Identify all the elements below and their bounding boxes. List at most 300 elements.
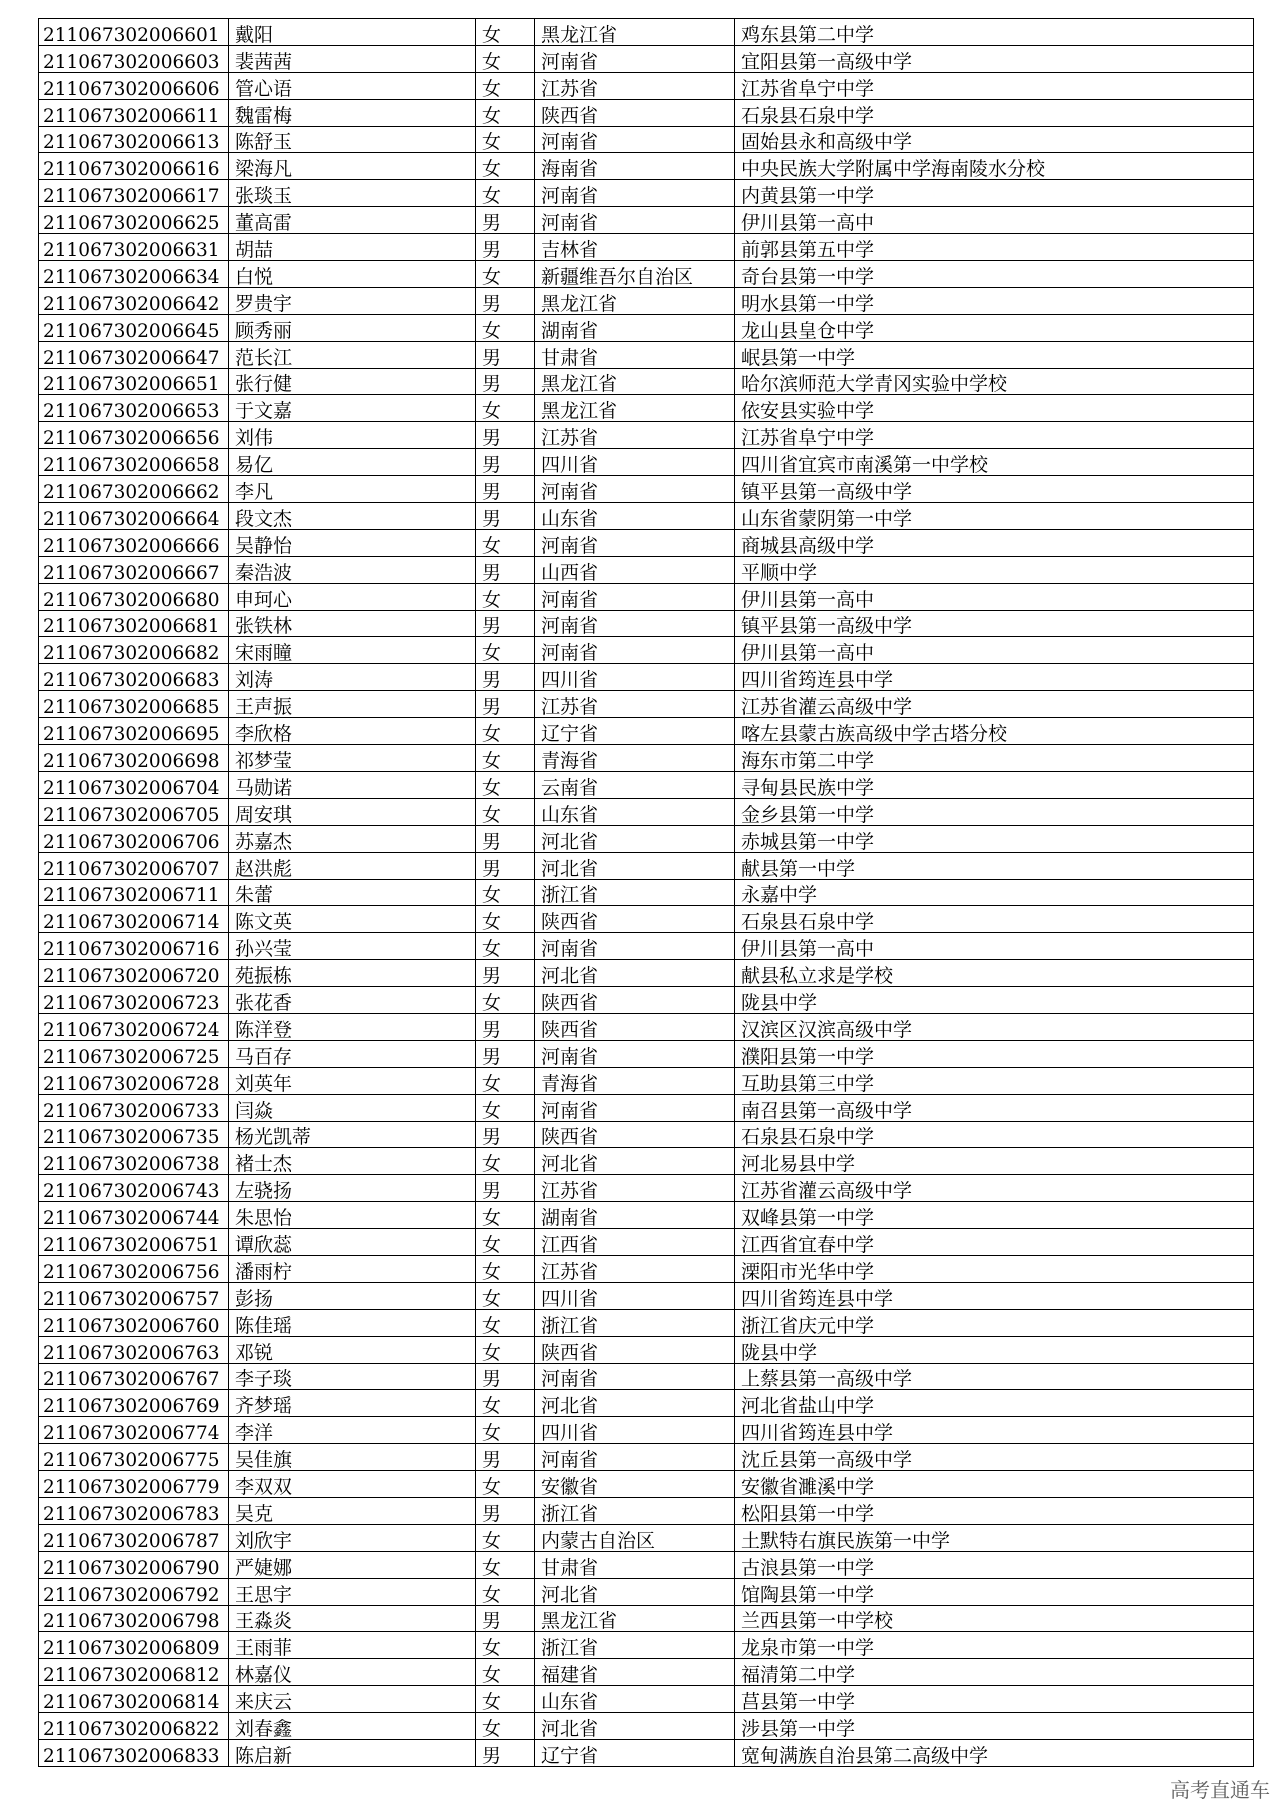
school-cell: 涉县第一中学 bbox=[735, 1713, 1254, 1740]
gender-cell: 男 bbox=[476, 1497, 535, 1524]
student-id-cell: 211067302006775 bbox=[39, 1444, 229, 1471]
school-cell: 四川省宜宾市南溪第一中学校 bbox=[735, 449, 1254, 476]
student-id-cell: 211067302006783 bbox=[39, 1497, 229, 1524]
name-cell: 范长江 bbox=[229, 341, 476, 368]
table-row bbox=[39, 1202, 1254, 1229]
table-row bbox=[39, 1336, 1254, 1363]
student-id-cell: 211067302006601 bbox=[39, 19, 229, 46]
school-cell: 汉滨区汉滨高级中学 bbox=[735, 1013, 1254, 1040]
student-id-cell: 211067302006779 bbox=[39, 1471, 229, 1498]
name-cell: 朱蕾 bbox=[229, 879, 476, 906]
name-cell: 邓锐 bbox=[229, 1336, 476, 1363]
table-row bbox=[39, 583, 1254, 610]
province-cell: 陕西省 bbox=[535, 906, 735, 933]
province-cell: 河南省 bbox=[535, 583, 735, 610]
school-cell: 馆陶县第一中学 bbox=[735, 1578, 1254, 1605]
student-id-cell: 211067302006680 bbox=[39, 583, 229, 610]
school-cell: 江苏省灌云高级中学 bbox=[735, 691, 1254, 718]
province-cell: 江西省 bbox=[535, 1229, 735, 1256]
name-cell: 王声振 bbox=[229, 691, 476, 718]
province-cell: 黑龙江省 bbox=[535, 19, 735, 46]
gender-cell: 女 bbox=[476, 99, 535, 126]
student-id-cell: 211067302006645 bbox=[39, 314, 229, 341]
table-row bbox=[39, 610, 1254, 637]
province-cell: 辽宁省 bbox=[535, 718, 735, 745]
watermark-text: 高考直通车 bbox=[1170, 1778, 1270, 1802]
school-cell: 土默特右旗民族第一中学 bbox=[735, 1524, 1254, 1551]
student-id-cell: 211067302006738 bbox=[39, 1148, 229, 1175]
province-cell: 陕西省 bbox=[535, 1013, 735, 1040]
gender-cell: 女 bbox=[476, 529, 535, 556]
gender-cell: 男 bbox=[476, 207, 535, 234]
gender-cell: 女 bbox=[476, 987, 535, 1014]
gender-cell: 女 bbox=[476, 1471, 535, 1498]
school-cell: 陇县中学 bbox=[735, 987, 1254, 1014]
province-cell: 江苏省 bbox=[535, 1175, 735, 1202]
province-cell: 云南省 bbox=[535, 771, 735, 798]
province-cell: 河南省 bbox=[535, 126, 735, 153]
gender-cell: 女 bbox=[476, 126, 535, 153]
gender-cell: 女 bbox=[476, 1659, 535, 1686]
name-cell: 顾秀丽 bbox=[229, 314, 476, 341]
name-cell: 齐梦瑶 bbox=[229, 1390, 476, 1417]
student-id-cell: 211067302006642 bbox=[39, 287, 229, 314]
school-cell: 石泉县石泉中学 bbox=[735, 99, 1254, 126]
school-cell: 兰西县第一中学校 bbox=[735, 1605, 1254, 1632]
table-row bbox=[39, 476, 1254, 503]
name-cell: 陈佳瑶 bbox=[229, 1309, 476, 1336]
name-cell: 刘欣宇 bbox=[229, 1524, 476, 1551]
province-cell: 河北省 bbox=[535, 1148, 735, 1175]
gender-cell: 男 bbox=[476, 1013, 535, 1040]
school-cell: 溧阳市光华中学 bbox=[735, 1255, 1254, 1282]
table-row bbox=[39, 422, 1254, 449]
table-row bbox=[39, 1444, 1254, 1471]
school-cell: 河北易县中学 bbox=[735, 1148, 1254, 1175]
name-cell: 彭扬 bbox=[229, 1282, 476, 1309]
student-id-cell: 211067302006814 bbox=[39, 1686, 229, 1713]
gender-cell: 女 bbox=[476, 1282, 535, 1309]
province-cell: 浙江省 bbox=[535, 1632, 735, 1659]
province-cell: 黑龙江省 bbox=[535, 1605, 735, 1632]
student-id-cell: 211067302006787 bbox=[39, 1524, 229, 1551]
school-cell: 山东省蒙阴第一中学 bbox=[735, 503, 1254, 530]
school-cell: 松阳县第一中学 bbox=[735, 1497, 1254, 1524]
province-cell: 河南省 bbox=[535, 610, 735, 637]
school-cell: 江西省宜春中学 bbox=[735, 1229, 1254, 1256]
province-cell: 湖南省 bbox=[535, 1202, 735, 1229]
student-id-cell: 211067302006743 bbox=[39, 1175, 229, 1202]
province-cell: 河南省 bbox=[535, 1444, 735, 1471]
gender-cell: 女 bbox=[476, 1067, 535, 1094]
name-cell: 刘英年 bbox=[229, 1067, 476, 1094]
student-id-cell: 211067302006704 bbox=[39, 771, 229, 798]
province-cell: 山东省 bbox=[535, 1686, 735, 1713]
name-cell: 段文杰 bbox=[229, 503, 476, 530]
student-id-cell: 211067302006667 bbox=[39, 556, 229, 583]
school-cell: 献县私立求是学校 bbox=[735, 960, 1254, 987]
student-id-cell: 211067302006683 bbox=[39, 664, 229, 691]
province-cell: 江苏省 bbox=[535, 72, 735, 99]
province-cell: 河北省 bbox=[535, 852, 735, 879]
province-cell: 河南省 bbox=[535, 1040, 735, 1067]
school-cell: 南召县第一高级中学 bbox=[735, 1094, 1254, 1121]
table-row bbox=[39, 1255, 1254, 1282]
province-cell: 河北省 bbox=[535, 825, 735, 852]
school-cell: 江苏省灌云高级中学 bbox=[735, 1175, 1254, 1202]
school-cell: 镇平县第一高级中学 bbox=[735, 476, 1254, 503]
name-cell: 来庆云 bbox=[229, 1686, 476, 1713]
school-cell: 伊川县第一高中 bbox=[735, 637, 1254, 664]
name-cell: 刘春鑫 bbox=[229, 1713, 476, 1740]
gender-cell: 女 bbox=[476, 1202, 535, 1229]
school-cell: 前郭县第五中学 bbox=[735, 234, 1254, 261]
name-cell: 马勋诺 bbox=[229, 771, 476, 798]
province-cell: 吉林省 bbox=[535, 234, 735, 261]
table-row bbox=[39, 126, 1254, 153]
gender-cell: 男 bbox=[476, 664, 535, 691]
table-row bbox=[39, 825, 1254, 852]
school-cell: 伊川县第一高中 bbox=[735, 933, 1254, 960]
name-cell: 陈启新 bbox=[229, 1740, 476, 1767]
gender-cell: 女 bbox=[476, 637, 535, 664]
province-cell: 甘肃省 bbox=[535, 1551, 735, 1578]
name-cell: 罗贵宇 bbox=[229, 287, 476, 314]
school-cell: 赤城县第一中学 bbox=[735, 825, 1254, 852]
province-cell: 山西省 bbox=[535, 556, 735, 583]
province-cell: 新疆维吾尔自治区 bbox=[535, 261, 735, 288]
province-cell: 河南省 bbox=[535, 933, 735, 960]
gender-cell: 女 bbox=[476, 395, 535, 422]
province-cell: 青海省 bbox=[535, 1067, 735, 1094]
table-row bbox=[39, 1713, 1254, 1740]
gender-cell: 男 bbox=[476, 368, 535, 395]
province-cell: 河北省 bbox=[535, 1390, 735, 1417]
gender-cell: 男 bbox=[476, 852, 535, 879]
student-id-cell: 211067302006606 bbox=[39, 72, 229, 99]
name-cell: 苑振栋 bbox=[229, 960, 476, 987]
student-id-cell: 211067302006798 bbox=[39, 1605, 229, 1632]
province-cell: 浙江省 bbox=[535, 879, 735, 906]
gender-cell: 女 bbox=[476, 1255, 535, 1282]
name-cell: 易亿 bbox=[229, 449, 476, 476]
student-id-cell: 211067302006611 bbox=[39, 99, 229, 126]
gender-cell: 女 bbox=[476, 879, 535, 906]
gender-cell: 男 bbox=[476, 1363, 535, 1390]
student-id-cell: 211067302006757 bbox=[39, 1282, 229, 1309]
name-cell: 祁梦莹 bbox=[229, 745, 476, 772]
school-cell: 江苏省阜宁中学 bbox=[735, 72, 1254, 99]
school-cell: 互助县第三中学 bbox=[735, 1067, 1254, 1094]
table-row bbox=[39, 99, 1254, 126]
table-row bbox=[39, 1067, 1254, 1094]
province-cell: 江苏省 bbox=[535, 422, 735, 449]
province-cell: 海南省 bbox=[535, 153, 735, 180]
student-id-cell: 211067302006720 bbox=[39, 960, 229, 987]
student-id-cell: 211067302006658 bbox=[39, 449, 229, 476]
name-cell: 戴阳 bbox=[229, 19, 476, 46]
student-id-cell: 211067302006769 bbox=[39, 1390, 229, 1417]
student-id-cell: 211067302006681 bbox=[39, 610, 229, 637]
table-row bbox=[39, 1632, 1254, 1659]
table-row bbox=[39, 906, 1254, 933]
table-row bbox=[39, 664, 1254, 691]
student-id-cell: 211067302006666 bbox=[39, 529, 229, 556]
school-cell: 四川省筠连县中学 bbox=[735, 1282, 1254, 1309]
name-cell: 王雨菲 bbox=[229, 1632, 476, 1659]
gender-cell: 女 bbox=[476, 153, 535, 180]
student-id-cell: 211067302006705 bbox=[39, 798, 229, 825]
province-cell: 山东省 bbox=[535, 503, 735, 530]
name-cell: 张花香 bbox=[229, 987, 476, 1014]
student-id-cell: 211067302006625 bbox=[39, 207, 229, 234]
gender-cell: 女 bbox=[476, 45, 535, 72]
school-cell: 福清第二中学 bbox=[735, 1659, 1254, 1686]
school-cell: 喀左县蒙古族高级中学古塔分校 bbox=[735, 718, 1254, 745]
gender-cell: 女 bbox=[476, 906, 535, 933]
name-cell: 董高雷 bbox=[229, 207, 476, 234]
name-cell: 秦浩波 bbox=[229, 556, 476, 583]
table-row bbox=[39, 314, 1254, 341]
gender-cell: 男 bbox=[476, 341, 535, 368]
table-row bbox=[39, 1551, 1254, 1578]
table-row bbox=[39, 745, 1254, 772]
school-cell: 献县第一中学 bbox=[735, 852, 1254, 879]
province-cell: 内蒙古自治区 bbox=[535, 1524, 735, 1551]
name-cell: 张行健 bbox=[229, 368, 476, 395]
name-cell: 李凡 bbox=[229, 476, 476, 503]
province-cell: 河北省 bbox=[535, 1578, 735, 1605]
table-row bbox=[39, 1148, 1254, 1175]
province-cell: 山东省 bbox=[535, 798, 735, 825]
student-id-cell: 211067302006603 bbox=[39, 45, 229, 72]
table-row bbox=[39, 1390, 1254, 1417]
name-cell: 刘伟 bbox=[229, 422, 476, 449]
gender-cell: 男 bbox=[476, 691, 535, 718]
table-row bbox=[39, 1659, 1254, 1686]
name-cell: 吴佳旗 bbox=[229, 1444, 476, 1471]
school-cell: 内黄县第一中学 bbox=[735, 180, 1254, 207]
table-row bbox=[39, 1578, 1254, 1605]
student-id-cell: 211067302006774 bbox=[39, 1417, 229, 1444]
student-id-cell: 211067302006756 bbox=[39, 1255, 229, 1282]
student-id-cell: 211067302006656 bbox=[39, 422, 229, 449]
province-cell: 陕西省 bbox=[535, 987, 735, 1014]
name-cell: 陈洋登 bbox=[229, 1013, 476, 1040]
name-cell: 周安琪 bbox=[229, 798, 476, 825]
student-id-cell: 211067302006685 bbox=[39, 691, 229, 718]
student-id-cell: 211067302006723 bbox=[39, 987, 229, 1014]
name-cell: 申珂心 bbox=[229, 583, 476, 610]
student-id-cell: 211067302006662 bbox=[39, 476, 229, 503]
name-cell: 李欣格 bbox=[229, 718, 476, 745]
gender-cell: 女 bbox=[476, 1578, 535, 1605]
table-row bbox=[39, 960, 1254, 987]
gender-cell: 女 bbox=[476, 745, 535, 772]
school-cell: 江苏省阜宁中学 bbox=[735, 422, 1254, 449]
gender-cell: 男 bbox=[476, 234, 535, 261]
table-row bbox=[39, 72, 1254, 99]
student-id-cell: 211067302006711 bbox=[39, 879, 229, 906]
name-cell: 梁海凡 bbox=[229, 153, 476, 180]
school-cell: 伊川县第一高中 bbox=[735, 207, 1254, 234]
province-cell: 浙江省 bbox=[535, 1497, 735, 1524]
gender-cell: 女 bbox=[476, 1390, 535, 1417]
name-cell: 林嘉仪 bbox=[229, 1659, 476, 1686]
gender-cell: 女 bbox=[476, 180, 535, 207]
gender-cell: 女 bbox=[476, 72, 535, 99]
gender-cell: 男 bbox=[476, 1605, 535, 1632]
school-cell: 浙江省庆元中学 bbox=[735, 1309, 1254, 1336]
gender-cell: 女 bbox=[476, 1229, 535, 1256]
school-cell: 哈尔滨师范大学青冈实验中学校 bbox=[735, 368, 1254, 395]
school-cell: 金乡县第一中学 bbox=[735, 798, 1254, 825]
table-row bbox=[39, 1497, 1254, 1524]
table-row bbox=[39, 1229, 1254, 1256]
table-row bbox=[39, 798, 1254, 825]
student-id-cell: 211067302006833 bbox=[39, 1740, 229, 1767]
province-cell: 河南省 bbox=[535, 1363, 735, 1390]
province-cell: 四川省 bbox=[535, 1282, 735, 1309]
table-row bbox=[39, 234, 1254, 261]
student-id-cell: 211067302006613 bbox=[39, 126, 229, 153]
student-id-cell: 211067302006695 bbox=[39, 718, 229, 745]
gender-cell: 女 bbox=[476, 718, 535, 745]
gender-cell: 男 bbox=[476, 556, 535, 583]
name-cell: 严婕娜 bbox=[229, 1551, 476, 1578]
table-row bbox=[39, 1363, 1254, 1390]
student-id-cell: 211067302006822 bbox=[39, 1713, 229, 1740]
gender-cell: 男 bbox=[476, 503, 535, 530]
province-cell: 黑龙江省 bbox=[535, 287, 735, 314]
province-cell: 河南省 bbox=[535, 1094, 735, 1121]
school-cell: 陇县中学 bbox=[735, 1336, 1254, 1363]
student-id-cell: 211067302006812 bbox=[39, 1659, 229, 1686]
school-cell: 宜阳县第一高级中学 bbox=[735, 45, 1254, 72]
name-cell: 王淼炎 bbox=[229, 1605, 476, 1632]
school-cell: 固始县永和高级中学 bbox=[735, 126, 1254, 153]
province-cell: 河南省 bbox=[535, 637, 735, 664]
student-id-cell: 211067302006728 bbox=[39, 1067, 229, 1094]
school-cell: 石泉县石泉中学 bbox=[735, 906, 1254, 933]
student-id-cell: 211067302006724 bbox=[39, 1013, 229, 1040]
school-cell: 四川省筠连县中学 bbox=[735, 664, 1254, 691]
student-id-cell: 211067302006725 bbox=[39, 1040, 229, 1067]
school-cell: 镇平县第一高级中学 bbox=[735, 610, 1254, 637]
name-cell: 张琰玉 bbox=[229, 180, 476, 207]
name-cell: 朱思怡 bbox=[229, 1202, 476, 1229]
province-cell: 河南省 bbox=[535, 529, 735, 556]
table-row bbox=[39, 1605, 1254, 1632]
name-cell: 裴茜茜 bbox=[229, 45, 476, 72]
table-row bbox=[39, 395, 1254, 422]
school-cell: 伊川县第一高中 bbox=[735, 583, 1254, 610]
province-cell: 辽宁省 bbox=[535, 1740, 735, 1767]
table-row bbox=[39, 287, 1254, 314]
school-cell: 上蔡县第一高级中学 bbox=[735, 1363, 1254, 1390]
student-id-cell: 211067302006809 bbox=[39, 1632, 229, 1659]
name-cell: 张铁林 bbox=[229, 610, 476, 637]
student-id-cell: 211067302006792 bbox=[39, 1578, 229, 1605]
school-cell: 古浪县第一中学 bbox=[735, 1551, 1254, 1578]
name-cell: 吴静怡 bbox=[229, 529, 476, 556]
name-cell: 李洋 bbox=[229, 1417, 476, 1444]
student-id-cell: 211067302006653 bbox=[39, 395, 229, 422]
school-cell: 安徽省濉溪中学 bbox=[735, 1471, 1254, 1498]
province-cell: 河南省 bbox=[535, 180, 735, 207]
student-id-cell: 211067302006617 bbox=[39, 180, 229, 207]
student-id-cell: 211067302006763 bbox=[39, 1336, 229, 1363]
student-id-cell: 211067302006634 bbox=[39, 261, 229, 288]
name-cell: 陈舒玉 bbox=[229, 126, 476, 153]
name-cell: 潘雨柠 bbox=[229, 1255, 476, 1282]
province-cell: 河北省 bbox=[535, 1713, 735, 1740]
gender-cell: 女 bbox=[476, 1524, 535, 1551]
province-cell: 浙江省 bbox=[535, 1309, 735, 1336]
student-id-cell: 211067302006616 bbox=[39, 153, 229, 180]
table-row bbox=[39, 1040, 1254, 1067]
province-cell: 安徽省 bbox=[535, 1471, 735, 1498]
student-id-cell: 211067302006707 bbox=[39, 852, 229, 879]
province-cell: 河南省 bbox=[535, 207, 735, 234]
gender-cell: 男 bbox=[476, 449, 535, 476]
table-row bbox=[39, 45, 1254, 72]
gender-cell: 男 bbox=[476, 825, 535, 852]
table-row bbox=[39, 449, 1254, 476]
table-row bbox=[39, 261, 1254, 288]
province-cell: 河南省 bbox=[535, 476, 735, 503]
gender-cell: 女 bbox=[476, 1551, 535, 1578]
gender-cell: 男 bbox=[476, 476, 535, 503]
gender-cell: 女 bbox=[476, 1713, 535, 1740]
student-id-cell: 211067302006631 bbox=[39, 234, 229, 261]
province-cell: 湖南省 bbox=[535, 314, 735, 341]
table-row bbox=[39, 529, 1254, 556]
table-row bbox=[39, 368, 1254, 395]
school-cell: 明水县第一中学 bbox=[735, 287, 1254, 314]
student-id-cell: 211067302006733 bbox=[39, 1094, 229, 1121]
name-cell: 吴克 bbox=[229, 1497, 476, 1524]
gender-cell: 女 bbox=[476, 1632, 535, 1659]
school-cell: 龙泉市第一中学 bbox=[735, 1632, 1254, 1659]
school-cell: 寻甸县民族中学 bbox=[735, 771, 1254, 798]
gender-cell: 女 bbox=[476, 1309, 535, 1336]
school-cell: 石泉县石泉中学 bbox=[735, 1121, 1254, 1148]
table-row bbox=[39, 1309, 1254, 1336]
table-row bbox=[39, 556, 1254, 583]
province-cell: 四川省 bbox=[535, 1417, 735, 1444]
table-row bbox=[39, 1471, 1254, 1498]
admission-list-body bbox=[39, 19, 1254, 1767]
school-cell: 鸡东县第二中学 bbox=[735, 19, 1254, 46]
table-row bbox=[39, 691, 1254, 718]
student-id-cell: 211067302006682 bbox=[39, 637, 229, 664]
gender-cell: 男 bbox=[476, 1444, 535, 1471]
school-cell: 濮阳县第一中学 bbox=[735, 1040, 1254, 1067]
gender-cell: 男 bbox=[476, 1175, 535, 1202]
gender-cell: 女 bbox=[476, 1417, 535, 1444]
name-cell: 胡喆 bbox=[229, 234, 476, 261]
name-cell: 赵洪彪 bbox=[229, 852, 476, 879]
table-row bbox=[39, 1686, 1254, 1713]
province-cell: 青海省 bbox=[535, 745, 735, 772]
student-id-cell: 211067302006664 bbox=[39, 503, 229, 530]
school-cell: 平顺中学 bbox=[735, 556, 1254, 583]
school-cell: 沈丘县第一高级中学 bbox=[735, 1444, 1254, 1471]
gender-cell: 女 bbox=[476, 1094, 535, 1121]
name-cell: 孙兴莹 bbox=[229, 933, 476, 960]
province-cell: 甘肃省 bbox=[535, 341, 735, 368]
